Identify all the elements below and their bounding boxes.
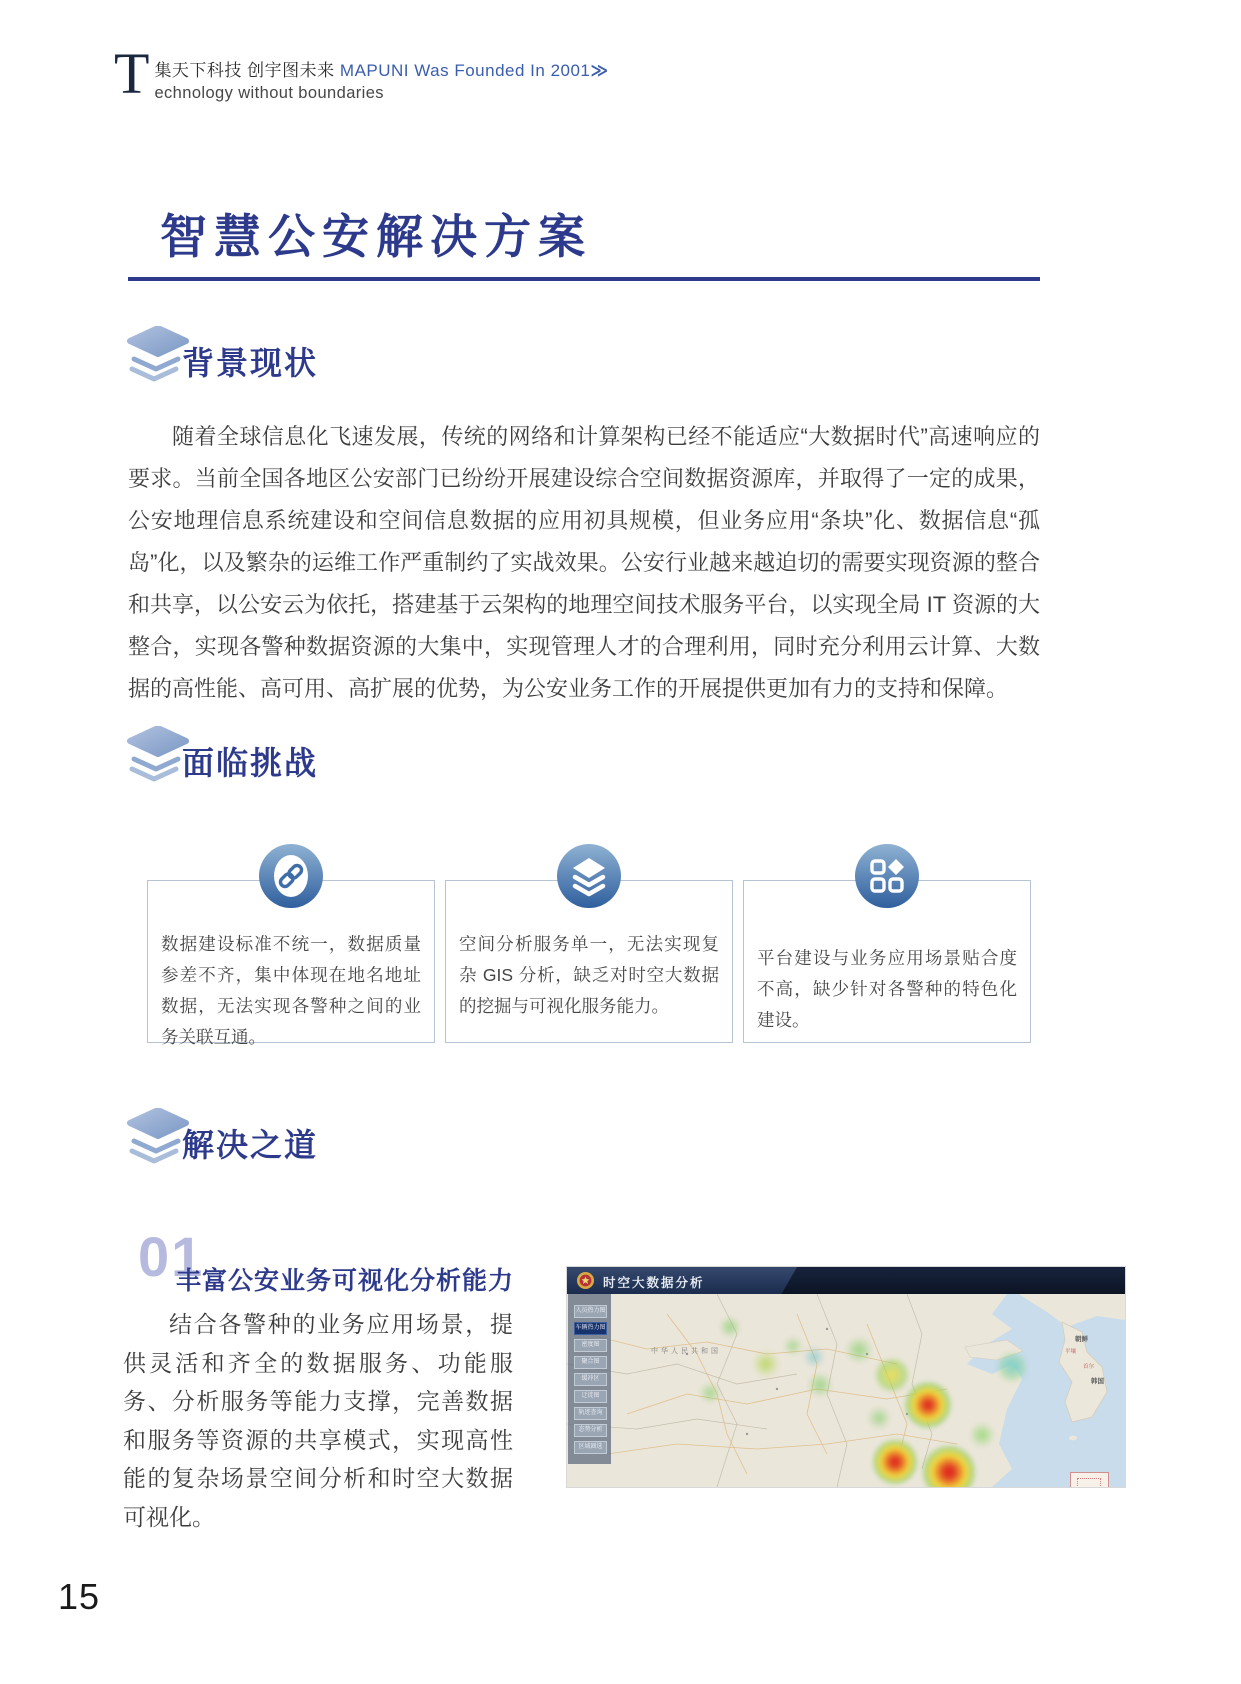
heatmap-blob: [875, 1358, 909, 1392]
layers-stack-icon: [126, 326, 190, 384]
app-title-bar: [567, 1267, 1125, 1294]
heatmap-blob: [807, 1372, 833, 1398]
sidebar-button-density-map: 密度图: [574, 1339, 607, 1352]
apps-grid-icon: [855, 844, 919, 908]
challenge-card-1: [147, 880, 435, 1047]
sidebar-button-situation-analysis: 态势分析: [574, 1424, 607, 1437]
challenge-cards-row: [147, 880, 1031, 1047]
map-label-south-korea: 韩国: [1091, 1378, 1104, 1385]
solution-item-number: 01: [138, 1225, 205, 1288]
heatmap-blob: [969, 1422, 995, 1448]
logo-tagline-en: MAPUNI Was Founded In 2001: [339, 61, 591, 80]
app-sidebar: [568, 1294, 611, 1464]
heatmap-blob: [719, 1316, 741, 1338]
challenge-card-text: 空间分析服务单一，无法实现复杂 GIS 分析，缺乏对时空大数据的挖掘与可视化服务能力。: [459, 934, 719, 1016]
logo-drop-cap: T: [114, 41, 150, 106]
company-logo-header: [114, 41, 606, 106]
challenge-card-2: [445, 880, 733, 1043]
gis-app-screenshot: [567, 1267, 1125, 1487]
heatmap-hotspot: [873, 1440, 917, 1484]
sidebar-button-cluster-map: 聚合图: [574, 1356, 607, 1369]
app-title: 时空大数据分析: [603, 1276, 705, 1290]
logo-tagline-line1: [154, 56, 605, 81]
map-basemap: [567, 1294, 1125, 1487]
background-body-text: 随着全球信息化飞速发展，传统的网络和计算架构已经不能适应“大数据时代”高速响应的要求。当前全国各地区公安部门已纷纷开展建设综合空间数据资源库，并取得了一定的成果，公安地理信息系统建设和空间信息数据的应用初具规模，但业务应用“条块”化、数据信息“孤岛”化，以及繁杂的运维工作严重制约了实战效果。公安行业越来越迫切的需要实现资源的整合和共享，以公安云为依托，搭建基于云架构的地理空间技术服务平台，以实现全局 IT 资源的大整合，实现各警种数据资源的大集中，实现管理人才的合理利用，同时充分利用云计算、大数据的高性能、高可用、高扩展的优势，为公安业务工作的开展提供更加有力的支持和保障。: [128, 424, 1040, 701]
map-label-pyongyang: 平壤: [1065, 1349, 1077, 1355]
logo-tagline-line2: echnology without boundaries: [154, 84, 384, 102]
sidebar-button-region-select: 区域圈选: [574, 1441, 607, 1454]
map-label-seoul: 首尔: [1083, 1364, 1095, 1370]
layers-icon: [557, 844, 621, 908]
logo-tagline-cn: 集天下科技 创宇图未来: [154, 61, 335, 80]
layers-stack-icon: [126, 1108, 190, 1166]
heatmap-hotspot: [905, 1382, 951, 1428]
police-badge-icon: [576, 1271, 595, 1290]
map-label-china: 中华人民共和国: [651, 1348, 721, 1355]
map-canvas: [567, 1294, 1125, 1487]
section-heading-background: 背景现状: [182, 345, 319, 381]
heatmap-blob: [752, 1350, 780, 1378]
section-background-header: [126, 326, 318, 384]
map-label-north-korea: 朝鲜: [1075, 1336, 1088, 1343]
challenge-card-text: 数据建设标准不统一，数据质量参差不齐，集中体现在地名地址数据，无法实现各警种之间的业务关联互通。: [161, 934, 421, 1047]
sidebar-button-buffer-zone: 缓冲区: [574, 1373, 607, 1386]
page-number: 15: [58, 1576, 101, 1617]
solution-item-title: 丰富公安业务可视化分析能力: [176, 1267, 515, 1295]
page-title: 智慧公安解决方案: [160, 210, 592, 263]
section-heading-challenges: 面临挑战: [182, 745, 319, 781]
section-solution-header: [126, 1108, 318, 1166]
map-inset-south-china-sea: [1070, 1472, 1109, 1487]
sidebar-button-trajectory-query: 轨迹查询: [574, 1407, 607, 1420]
sidebar-button-migration-map: 迁徙图: [574, 1390, 607, 1403]
heatmap-blob: [867, 1406, 891, 1430]
double-arrow-icon: ≫: [590, 61, 606, 80]
challenge-card-3: [743, 880, 1031, 1043]
section-heading-solution: 解决之道: [182, 1127, 319, 1163]
link-icon: [259, 844, 323, 908]
challenge-card-text: 平台建设与业务应用场景贴合度不高，缺少针对各警种的特色化建设。: [757, 948, 1017, 1030]
sidebar-button-person-heatmap: 人员热力图: [574, 1305, 607, 1318]
heatmap-blob: [803, 1346, 825, 1368]
heatmap-blob: [783, 1336, 803, 1356]
solution-body-text: 结合各警种的业务应用场景，提供灵活和齐全的数据服务、功能服务、分析服务等能力支撑，完善数据和服务等资源的共享模式，实现高性能的复杂场景空间分析和时空大数据可视化。: [123, 1311, 513, 1530]
sidebar-button-vehicle-heatmap: 车辆热力图: [574, 1322, 607, 1335]
title-divider: [128, 277, 1040, 281]
section-challenges-header: [126, 726, 318, 784]
heatmap-blob: [997, 1352, 1027, 1382]
heatmap-blob: [845, 1336, 873, 1364]
layers-stack-icon: [126, 726, 190, 784]
heatmap-blob: [699, 1382, 721, 1404]
